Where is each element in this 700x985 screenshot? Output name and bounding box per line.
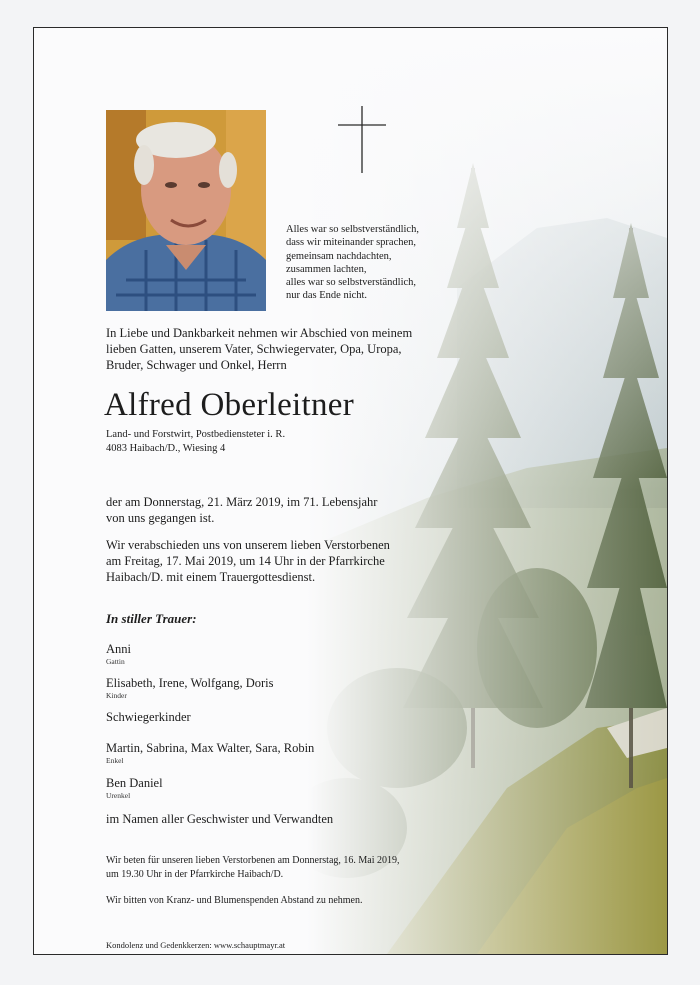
intro-line: In Liebe und Dankbarkeit nehmen wir Abschied von meinem xyxy=(106,326,413,340)
poem-line: zusammen lachten, xyxy=(286,263,367,275)
funeral-line: Haibach/D. mit einem Trauergottesdienst. xyxy=(106,570,316,584)
cross-icon xyxy=(336,106,388,173)
mourning-heading: In stiller Trauer: xyxy=(106,611,197,626)
parte-sheet xyxy=(33,27,668,955)
funeral-notice xyxy=(106,537,390,585)
mourner-entry xyxy=(106,676,273,700)
mourner-role: Urenkel xyxy=(106,791,131,800)
relatives-line: im Namen aller Geschwister und Verwandten xyxy=(106,812,334,826)
death-line: von uns gegangen ist. xyxy=(106,511,215,525)
farewell-intro xyxy=(106,325,466,373)
mourner-name: Ben Daniel xyxy=(106,776,163,790)
mourner-entry xyxy=(106,776,163,800)
deceased-name: Alfred Oberleitner xyxy=(104,387,355,423)
poem-line: dass wir miteinander sprachen, xyxy=(286,237,417,249)
flowers-note: Wir bitten von Kranz- und Blumenspenden Abstand zu nehmen. xyxy=(106,895,363,906)
poem-line: Alles war so selbstverständlich, xyxy=(286,224,419,235)
mourner-entry xyxy=(106,710,191,725)
mourner-name: Elisabeth, Irene, Wolfgang, Doris xyxy=(106,676,274,690)
intro-line: lieben Gatten, unserem Vater, Schwiegervater, Opa, Uropa, xyxy=(106,342,402,356)
mourner-role: Gattin xyxy=(106,657,125,666)
mourner-name: Martin, Sabrina, Max Walter, Sara, Robin xyxy=(106,741,315,755)
deceased-address: 4083 Haibach/D., Wiesing 4 xyxy=(106,443,226,454)
death-notice xyxy=(106,494,377,526)
mourner-role: Enkel xyxy=(106,756,124,765)
mourner-entry xyxy=(106,741,314,765)
deceased-info xyxy=(106,428,285,456)
intro-line: Bruder, Schwager und Onkel, Herrn xyxy=(106,358,287,372)
funeral-line: am Freitag, 17. Mai 2019, um 14 Uhr in der Pfarrkirche xyxy=(106,554,385,568)
mourner-name: Schwiegerkinder xyxy=(106,710,191,724)
poem-line: nur das Ende nicht. xyxy=(286,290,368,302)
poem-line: alles war so selbstverständlich, xyxy=(286,277,417,289)
death-line: der am Donnerstag, 21. März 2019, im 71. Lebensjahr xyxy=(106,495,378,509)
prayer-line: um 19.30 Uhr in der Pfarrkirche Haibach/D. xyxy=(106,869,284,880)
poem xyxy=(286,223,419,303)
mourner-entry xyxy=(106,642,131,666)
prayer-line: Wir beten für unseren lieben Verstorbenen am Donnerstag, 16. Mai 2019, xyxy=(106,855,400,866)
prayer-notice xyxy=(106,854,400,882)
condolence-footer: Kondolenz und Gedenkkerzen: www.schauptmayr.at xyxy=(106,940,286,950)
funeral-line: Wir verabschieden uns von unserem lieben Verstorbenen xyxy=(106,538,390,552)
deceased-occupation: Land- und Forstwirt, Postbediensteter i. R. xyxy=(106,429,286,440)
poem-line: gemeinsam nachdachten, xyxy=(286,250,392,262)
mourner-role: Kinder xyxy=(106,691,127,700)
mourner-name: Anni xyxy=(106,642,131,656)
portrait-photo xyxy=(106,110,266,311)
